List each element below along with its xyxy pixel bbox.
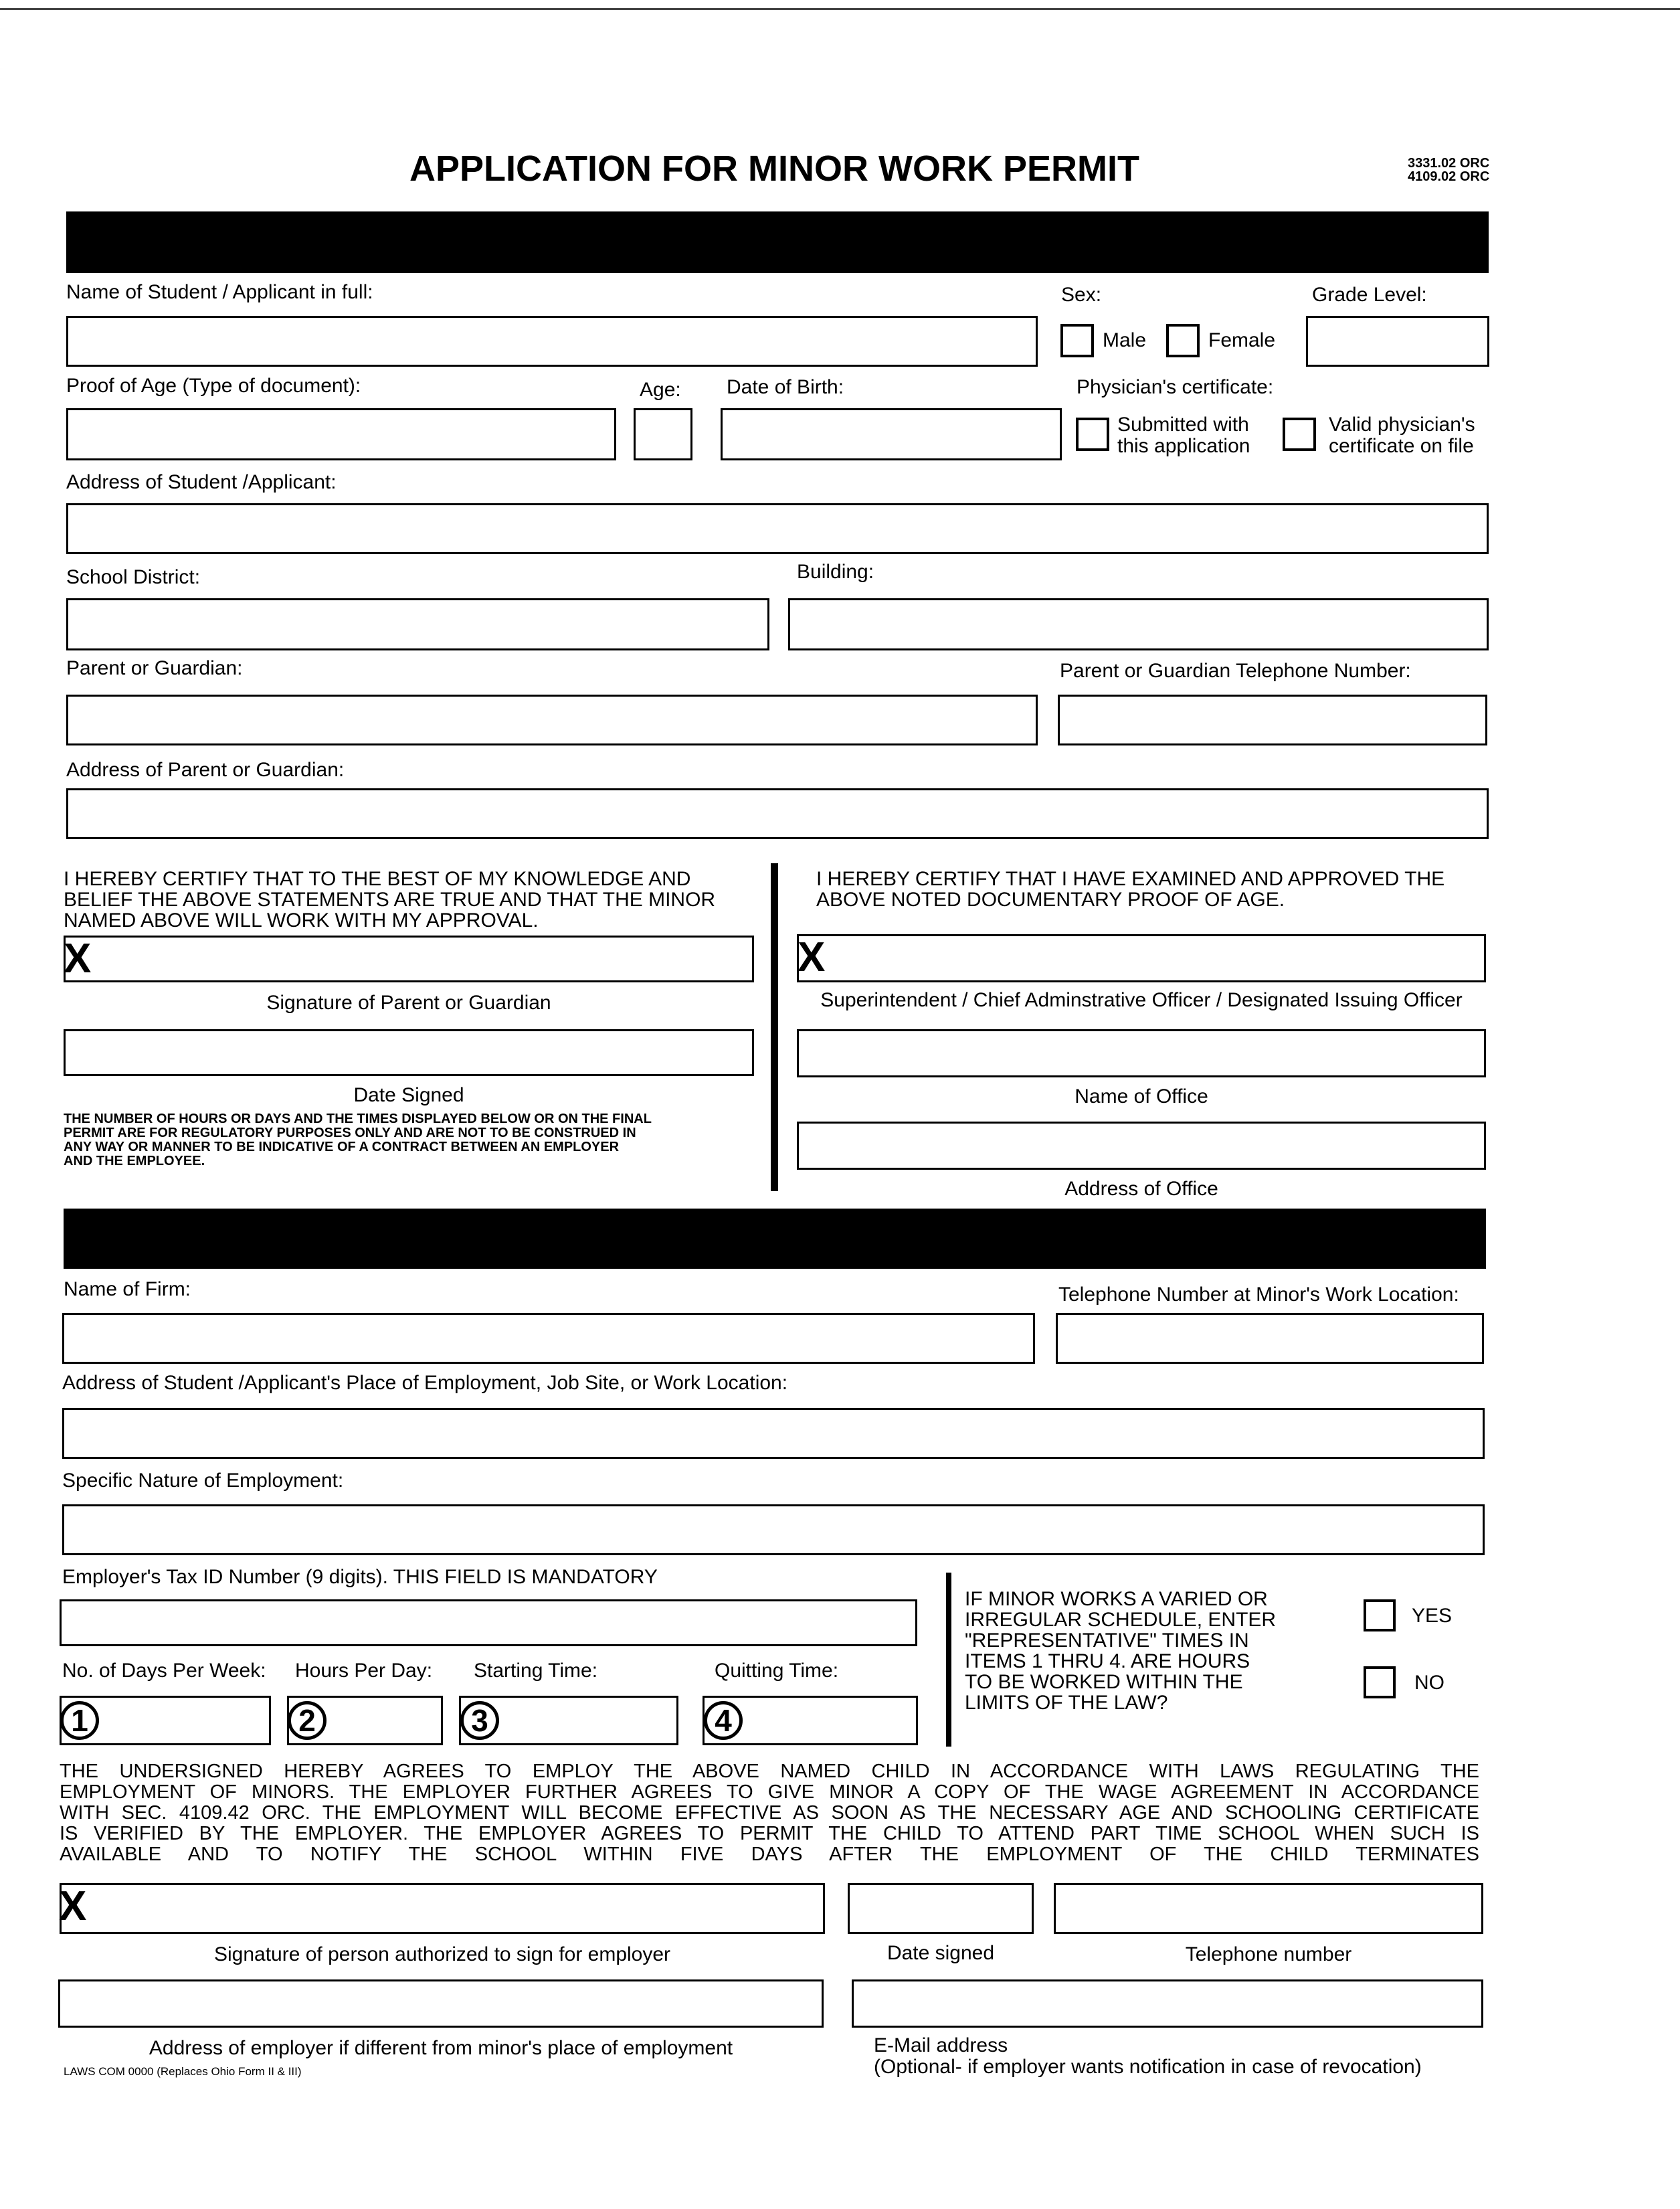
item-3-circle: 3 <box>460 1701 499 1740</box>
work-phone-field[interactable] <box>1056 1313 1484 1364</box>
starting-time-label: Starting Time: <box>474 1660 598 1682</box>
work-phone-label: Telephone Number at Minor's Work Location: <box>1058 1284 1459 1306</box>
parent-name-field[interactable] <box>66 695 1038 745</box>
employer-date-field[interactable] <box>848 1883 1034 1934</box>
parent-phone-field[interactable] <box>1058 695 1487 745</box>
agreement-line-1: THE UNDERSIGNED HEREBY AGREES TO EMPLOY THE ABOVE NAMED CHILD IN ACCORDANCE WITH LAWS REGULATING THE <box>60 1761 1479 1782</box>
name-label: Name of Student / Applicant in full: <box>66 281 373 303</box>
grade-level-field[interactable] <box>1306 316 1489 367</box>
school-district-label: School District: <box>66 566 201 588</box>
student-address-label: Address of Student /Applicant: <box>66 471 337 493</box>
yes-checkbox[interactable] <box>1364 1599 1396 1631</box>
valid-certificate-label-1: Valid physician's <box>1329 414 1475 436</box>
sex-label: Sex: <box>1061 284 1102 306</box>
disclaimer-line-4: AND THE EMPLOYEE. <box>64 1154 205 1168</box>
varied-schedule-line-2: IRREGULAR SCHEDULE, ENTER <box>965 1609 1277 1631</box>
no-label: NO <box>1414 1672 1444 1694</box>
agreement-line-2: EMPLOYMENT OF MINORS. THE EMPLOYER FURTHER AGREES TO GIVE MINOR A COPY OF THE WAGE AGREEMENT IN ACCORDANCE <box>60 1781 1479 1803</box>
parent-signature-field[interactable] <box>64 936 754 982</box>
proof-of-age-label: Proof of Age (Type of document): <box>66 375 361 397</box>
scan-line <box>0 8 1680 10</box>
office-name-label: Name of Office <box>1075 1085 1208 1108</box>
parent-address-field[interactable] <box>66 788 1489 839</box>
physician-certificate-label: Physician's certificate: <box>1077 376 1274 398</box>
office-address-label: Address of Office <box>1064 1178 1218 1200</box>
section-header-bar <box>66 211 1489 273</box>
varied-schedule-line-1: IF MINOR WORKS A VARIED OR <box>965 1588 1268 1610</box>
schedule-divider <box>946 1573 951 1747</box>
quitting-time-label: Quitting Time: <box>715 1660 839 1682</box>
employer-address-label: Address of employer if different from minor's place of employment <box>149 2037 733 2059</box>
parent-label: Parent or Guardian: <box>66 657 243 679</box>
parent-signature-x-mark: X <box>64 936 92 982</box>
officer-signature-field[interactable] <box>797 934 1486 982</box>
agreement-line-3: WITH SEC. 4109.42 ORC. THE EMPLOYMENT WILL BECOME EFFECTIVE AS SOON AS THE NECESSARY AGE AND SCHOOLING CERTIFICATE <box>60 1802 1479 1824</box>
employer-signature-x-mark: X <box>59 1883 87 1929</box>
email-note: (Optional- if employer wants notification in case of revocation) <box>874 2056 1422 2078</box>
column-divider <box>771 863 778 1191</box>
agreement-line-5: AVAILABLE AND TO NOTIFY THE SCHOOL WITHIN FIVE DAYS AFTER THE EMPLOYMENT OF THE CHILD TERMINATES <box>60 1844 1479 1865</box>
no-checkbox[interactable] <box>1364 1666 1396 1698</box>
disclaimer-line-2: PERMIT ARE FOR REGULATORY PURPOSES ONLY AND ARE NOT TO BE CONSTRUED IN <box>64 1126 636 1140</box>
officer-signature-label: Superintendent / Chief Adminstrative Officer / Designated Issuing Officer <box>820 989 1463 1011</box>
officer-certify-line-2: ABOVE NOTED DOCUMENTARY PROOF OF AGE. <box>816 889 1285 911</box>
employer-phone-label: Telephone number <box>1185 1943 1352 1965</box>
school-district-field[interactable] <box>66 598 769 650</box>
work-address-field[interactable] <box>62 1408 1485 1459</box>
parent-phone-label: Parent or Guardian Telephone Number: <box>1060 660 1411 682</box>
parent-certify-line-2: BELIEF THE ABOVE STATEMENTS ARE TRUE AND THAT THE MINOR <box>64 889 716 911</box>
varied-schedule-line-6: LIMITS OF THE LAW? <box>965 1692 1168 1714</box>
submitted-label-1: Submitted with <box>1117 414 1249 436</box>
varied-schedule-line-3: "REPRESENTATIVE" TIMES IN <box>965 1629 1249 1652</box>
submitted-checkbox[interactable] <box>1076 418 1109 451</box>
hours-per-day-label: Hours Per Day: <box>295 1660 433 1682</box>
student-address-field[interactable] <box>66 503 1489 554</box>
female-checkbox[interactable] <box>1166 324 1200 357</box>
building-label: Building: <box>797 561 874 583</box>
email-field[interactable] <box>852 1979 1483 2028</box>
nature-of-employment-field[interactable] <box>62 1504 1485 1555</box>
officer-signature-x-mark: X <box>798 934 826 980</box>
dob-field[interactable] <box>721 408 1062 460</box>
yes-label: YES <box>1412 1605 1453 1627</box>
officer-certify-line-1: I HEREBY CERTIFY THAT I HAVE EXAMINED AND APPROVED THE <box>816 868 1445 890</box>
item-1-circle: 1 <box>60 1701 99 1740</box>
firm-name-field[interactable] <box>62 1313 1035 1364</box>
email-label: E-Mail address <box>874 2034 1008 2056</box>
employer-date-label: Date signed <box>886 1942 995 1964</box>
date-signed-label: Date Signed <box>353 1084 464 1106</box>
employer-signature-field[interactable] <box>60 1883 825 1934</box>
submitted-label-2: this application <box>1117 435 1250 457</box>
building-field[interactable] <box>788 598 1489 650</box>
grade-level-label: Grade Level: <box>1312 284 1427 306</box>
firm-name-label: Name of Firm: <box>64 1278 191 1300</box>
form-title: APPLICATION FOR MINOR WORK PERMIT <box>409 149 1139 189</box>
days-per-week-label: No. of Days Per Week: <box>62 1660 266 1682</box>
age-field[interactable] <box>634 408 692 460</box>
tax-id-label: Employer's Tax ID Number (9 digits). THIS FIELD IS MANDATORY <box>62 1566 658 1588</box>
parent-signature-label: Signature of Parent or Guardian <box>266 992 551 1014</box>
employer-address-field[interactable] <box>58 1979 824 2028</box>
parent-certify-line-3: NAMED ABOVE WILL WORK WITH MY APPROVAL. <box>64 909 539 932</box>
agreement-line-4: IS VERIFIED BY THE EMPLOYER. THE EMPLOYER AGREES TO PERMIT THE CHILD TO ATTEND PART TIME SCHOOL WHEN SUCH IS <box>60 1823 1479 1844</box>
valid-certificate-checkbox[interactable] <box>1283 418 1316 451</box>
orc-reference-1: 3331.02 ORC <box>1408 156 1490 171</box>
employer-section-header-bar <box>64 1209 1486 1269</box>
item-4-circle: 4 <box>704 1701 743 1740</box>
male-label: Male <box>1103 329 1147 351</box>
dob-label: Date of Birth: <box>727 376 844 398</box>
item-2-circle: 2 <box>288 1701 326 1740</box>
office-address-field[interactable] <box>797 1122 1486 1170</box>
employer-signature-label: Signature of person authorized to sign for employer <box>213 1943 671 1965</box>
disclaimer-line-1: THE NUMBER OF HOURS OR DAYS AND THE TIMES DISPLAYED BELOW OR ON THE FINAL <box>64 1112 652 1126</box>
office-name-field[interactable] <box>797 1029 1486 1077</box>
employer-phone-field[interactable] <box>1054 1883 1483 1934</box>
varied-schedule-line-4: ITEMS 1 THRU 4. ARE HOURS <box>965 1650 1250 1672</box>
disclaimer-line-3: ANY WAY OR MANNER TO BE INDICATIVE OF A CONTRACT BETWEEN AN EMPLOYER <box>64 1140 620 1154</box>
orc-reference-2: 4109.02 ORC <box>1408 169 1490 184</box>
nature-of-employment-label: Specific Nature of Employment: <box>62 1470 344 1492</box>
female-label: Female <box>1208 329 1276 351</box>
male-checkbox[interactable] <box>1060 324 1094 357</box>
parent-date-field[interactable] <box>64 1029 754 1076</box>
tax-id-field[interactable] <box>60 1599 917 1646</box>
age-label: Age: <box>640 379 681 401</box>
student-name-field[interactable] <box>66 316 1038 367</box>
valid-certificate-label-2: certificate on file <box>1329 435 1474 457</box>
work-address-label: Address of Student /Applicant's Place of Employment, Job Site, or Work Location: <box>62 1372 788 1394</box>
parent-certify-line-1: I HEREBY CERTIFY THAT TO THE BEST OF MY KNOWLEDGE AND <box>64 868 691 890</box>
proof-of-age-field[interactable] <box>66 408 616 460</box>
varied-schedule-line-5: TO BE WORKED WITHIN THE <box>965 1671 1243 1693</box>
form-id: LAWS COM 0000 (Replaces Ohio Form II & III) <box>64 2065 302 2078</box>
parent-address-label: Address of Parent or Guardian: <box>66 759 345 781</box>
